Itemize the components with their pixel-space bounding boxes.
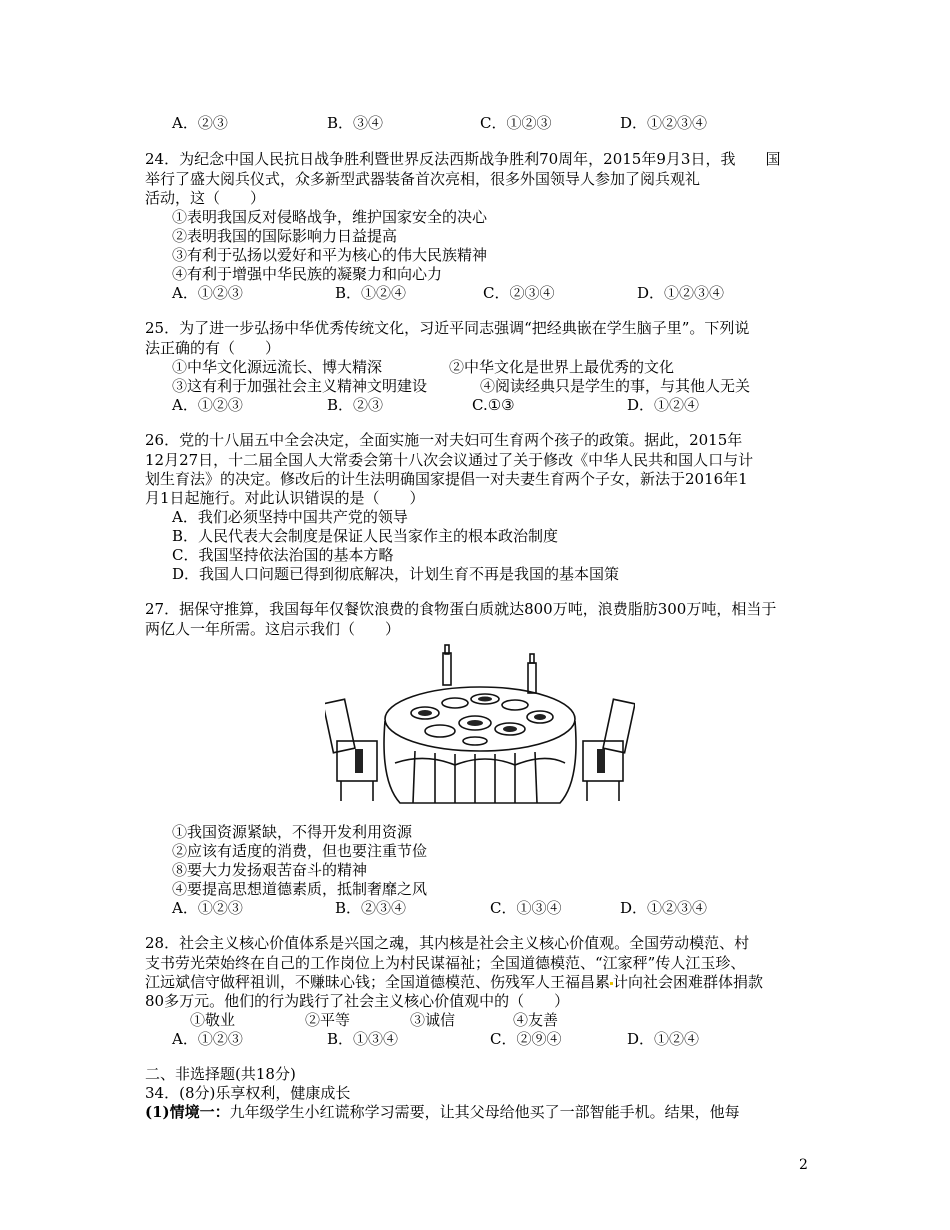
q34-context-text: 九年级学生小红谎称学习需要，让其父母给他买了一部智能手机。结果，他每 [229, 1103, 740, 1121]
q24-option-d: D．①②③④ [637, 284, 725, 302]
q25-item: ①中华文化源远流长、博大精深 [172, 358, 383, 376]
section-heading: 二、非选择题(共18分) [145, 1065, 296, 1083]
page-number: 2 [799, 1157, 808, 1173]
q25-item: ②中华文化是世界上最优秀的文化 [449, 358, 675, 376]
q26-stem-line: 月1日起施行。对此认识错误的是（ ） [145, 489, 425, 507]
q34-context-label: (1)情境一： [145, 1103, 230, 1121]
q26-stem-line: 划生育法》的决定。修改后的计生法明确国家提倡一对夫妻生育两个子女，新法于2016年1 [145, 470, 748, 488]
q26-stem-line: 12月27日，十二届全国人大常委会第十八次会议通过了关于修改《中华人民共和国人口与计 [145, 451, 754, 469]
q28-option-d: D．①②④ [627, 1030, 700, 1048]
q27-item: ⑧要大力发扬艰苦奋斗的精神 [172, 861, 368, 879]
q23-option-c: C．①②③ [480, 114, 552, 132]
q24-option-c: C．②③④ [483, 284, 555, 302]
q28-stem-text: 计向社会困难群体捐款 [613, 973, 764, 991]
q23-option-b: B．③④ [327, 114, 384, 132]
q27-stem-line: 27．据保守推算，我国每年仅餐饮浪费的食物蛋白质就达800万吨，浪费脂肪300万吨，相当于 [145, 600, 777, 618]
q23-option-a: A．②③ [172, 114, 228, 132]
q25-option-a: A．①②③ [172, 396, 243, 414]
q24-item: ②表明我国的国际影响力日益提高 [172, 227, 398, 245]
q25-item: ③这有利于加强社会主义精神文明建设 [172, 377, 428, 395]
q28-option-b: B．①③④ [327, 1030, 399, 1048]
q25-stem-line: 法正确的有（ ） [145, 339, 281, 357]
q24-stem-line: 活动，这（ ） [145, 189, 266, 207]
q34-context-line [145, 1102, 740, 1122]
q26-option-c: C．我国坚持依法治国的基本方略 [172, 546, 394, 564]
q24-option-a: A．①②③ [172, 284, 243, 302]
q28-item: ②平等 [305, 1011, 351, 1029]
q26-option-b: B．人民代表大会制度是保证人民当家作主的根本政治制度 [172, 527, 559, 545]
q24-stem-line: 24．为纪念中国人民抗日战争胜利暨世界反法西斯战争胜利70周年，2015年9月3日，我 国 [145, 150, 781, 168]
q27-option-c: C．①③④ [490, 899, 562, 917]
q27-stem-line: 两亿人一年所需。这启示我们（ ） [145, 620, 401, 638]
q28-stem-line: 28．社会主义核心价值体系是兴国之魂，其内核是社会主义核心价值观。全国劳动模范、村 [145, 934, 750, 952]
q26-stem-line: 26．党的十八届五中全会决定，全面实施一对夫妇可生育两个孩子的政策。据此，2015年 [145, 431, 743, 449]
q27-item: ②应该有适度的消费，但也要注重节俭 [172, 842, 428, 860]
q25-item: ④阅读经典只是学生的事，与其他人无关 [480, 377, 751, 395]
q34-title: 34．(8分)乐享权利，健康成长 [145, 1084, 351, 1102]
q24-option-b: B．①②④ [335, 284, 407, 302]
q28-stem-line [145, 972, 815, 992]
q27-item: ①我国资源紧缺，不得开发利用资源 [172, 823, 413, 841]
q24-item: ③有利于弘扬以爱好和平为核心的伟大民族精神 [172, 246, 488, 264]
q27-option-a: A．①②③ [172, 899, 243, 917]
q28-item: ④友善 [513, 1011, 559, 1029]
q24-item: ①表明我国反对侵略战争，维护国家安全的决心 [172, 208, 488, 226]
q25-stem-line: 25．为了进一步弘扬中华优秀传统文化，习近平同志强调“把经典嵌在学生脑子里”。下列说 [145, 319, 750, 337]
q28-stem-line: 80多万元。他们的行为践行了社会主义核心价值观中的（ ） [145, 992, 570, 1010]
q23-option-d: D．①②③④ [620, 114, 708, 132]
q28-option-c: C．②⑨④ [490, 1030, 562, 1048]
q28-stem-text: 江远斌信守做秤祖训，不赚昧心钱；全国道德模范、伤残军人王福昌累 [145, 973, 611, 991]
q27-item: ④要提高思想道德素质，抵制奢靡之风 [172, 880, 428, 898]
q27-option-d: D．①②③④ [620, 899, 708, 917]
q25-option-d: D．①②④ [627, 396, 700, 414]
q27-option-b: B．②③④ [335, 899, 407, 917]
q24-stem-line: 举行了盛大阅兵仪式，众多新型武器装备首次亮相，很多外国领导人参加了阅兵观礼 [145, 170, 701, 188]
q25-option-c: C.①③ [472, 396, 515, 414]
q25-option-b: B．②③ [327, 396, 384, 414]
q28-option-a: A．①②③ [172, 1030, 243, 1048]
q24-item: ④有利于增强中华民族的凝聚力和向心力 [172, 265, 443, 283]
q28-item: ③诚信 [410, 1011, 456, 1029]
banquet-table-illustration [325, 641, 635, 813]
q26-option-d: D．我国人口问题已得到彻底解决，计划生育不再是我国的基本国策 [172, 565, 620, 583]
q28-item: ①敬业 [190, 1011, 236, 1029]
q26-option-a: A．我们必须坚持中国共产党的领导 [172, 508, 408, 526]
q28-stem-line: 支书劳光荣始终在自己的工作岗位上为村民谋福祉；全国道德模范、“江家秤”传人江玉珍、 [145, 954, 746, 972]
